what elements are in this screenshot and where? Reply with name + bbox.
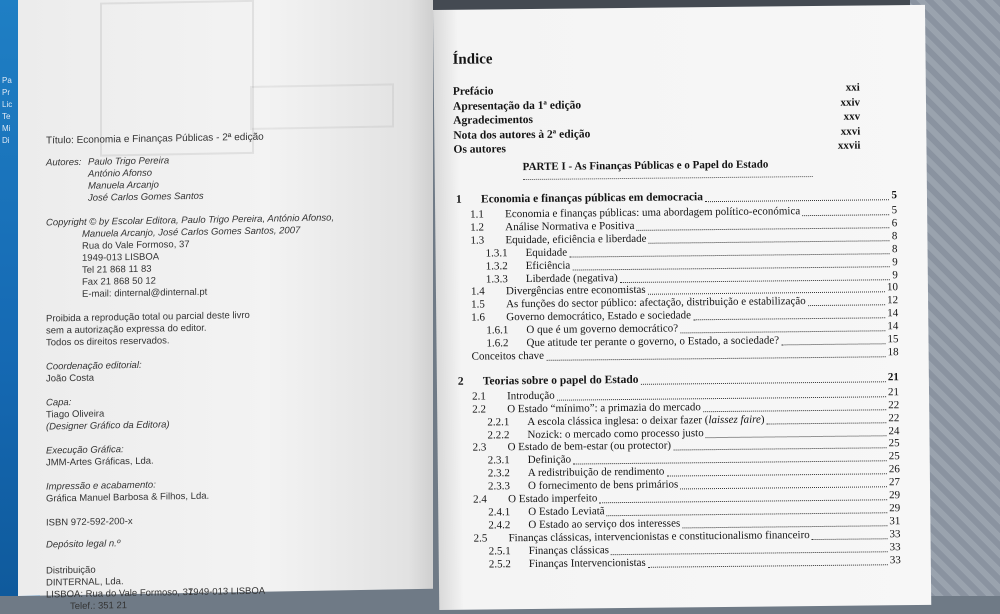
- toc-label: Finanças clássicas: [529, 544, 609, 557]
- toc-page: 6: [867, 217, 897, 229]
- leader-dots: [667, 473, 887, 476]
- toc-label: Economia e finanças públicas: uma abordagem político-económica: [505, 205, 800, 220]
- leader-dots: [572, 266, 890, 270]
- rights-line: Proibida a reprodução total ou parcial deste livro: [46, 310, 250, 326]
- toc-number: 2.1: [472, 390, 486, 402]
- toc-page: 10: [868, 282, 898, 294]
- distribution-postcode: 1949-013 LISBOA: [188, 586, 265, 599]
- distribution-phone: Telef.: 351 21: [70, 600, 127, 613]
- bleed-through-box: [250, 83, 394, 130]
- toc-page: 14: [868, 320, 898, 332]
- toc-page: 21: [869, 386, 899, 398]
- toc-page: 8: [867, 230, 897, 242]
- toc-number: 2.4.1: [488, 506, 510, 518]
- toc-label: A escola clássica inglesa: o deixar fazer (laissez faire): [527, 413, 764, 427]
- coordination-label: Coordenação editorial:: [46, 360, 142, 374]
- toc-page: 33: [870, 528, 900, 540]
- toc-page: 15: [868, 333, 898, 345]
- rights-line: Todos os direitos reservados.: [46, 335, 170, 349]
- leader-dots: [607, 512, 887, 516]
- toc-label: Finanças clássicas, intervencionistas e constitucionalismo financeiro: [508, 529, 809, 544]
- toc-number: 1.6.1: [486, 324, 508, 336]
- toc-label: O Estado “mínimo”: a primazia do mercado: [507, 401, 701, 415]
- toc-page: 8: [867, 243, 897, 255]
- part-title: PARTE I - As Finanças Públicas e o Papel do Estado: [523, 158, 769, 173]
- front-matter-label: Prefácio: [453, 82, 853, 98]
- leader-dots: [673, 448, 886, 451]
- side-text: Lic: [2, 100, 12, 109]
- leader-dots: [620, 279, 890, 283]
- toc-page: 5: [867, 189, 897, 201]
- toc-number: 2.3.3: [488, 480, 510, 492]
- toc-number: 1.5: [471, 299, 485, 311]
- front-matter-label: Os autores: [453, 140, 853, 156]
- toc-number: 2.2.1: [487, 416, 509, 428]
- toc-number: 1.3.1: [485, 247, 507, 259]
- side-text: Di: [2, 136, 10, 145]
- coordination-name: João Costa: [46, 373, 94, 386]
- toc-number: 1.4: [471, 286, 485, 298]
- toc-number: 1.3.3: [486, 273, 508, 285]
- front-matter-label: Agradecimentos: [453, 111, 853, 127]
- cover-designer-role: (Designer Gráfico da Editora): [46, 419, 170, 433]
- toc-number: 2.4: [473, 493, 487, 505]
- toc-number: 2.5.2: [489, 558, 511, 570]
- authors-label: Autores:: [46, 157, 81, 170]
- toc-label: As funções do sector público: afectação, distribuição e estabilização: [506, 295, 806, 310]
- author-name: António Afonso: [88, 168, 152, 181]
- toc-label: Equidade, eficiência e liberdade: [505, 233, 646, 246]
- leader-dots: [680, 486, 887, 489]
- toc-page: 18: [869, 346, 899, 358]
- legal-deposit: Depósito legal n.º: [46, 538, 120, 551]
- front-matter-page: xxvii: [830, 140, 860, 152]
- toc-label: Governo democrático, Estado e sociedade: [506, 310, 691, 324]
- toc-label: O Estado imperfeito: [508, 492, 597, 505]
- toc-page: 22: [869, 412, 899, 424]
- toc-label: Que atitude ter perante o governo, o Estado, a sociedade?: [526, 334, 779, 349]
- address-line: Rua do Vale Formoso, 37: [82, 239, 190, 253]
- toc-number: 2.2: [472, 403, 486, 415]
- colophon-page: [18, 0, 433, 596]
- toc-number: 2: [458, 375, 464, 387]
- distribution-name: DINTERNAL, Lda.: [46, 576, 124, 589]
- toc-number: 1.6.2: [486, 337, 508, 349]
- front-matter-label: Nota dos autores à 2ª edição: [453, 125, 853, 141]
- part-title-rule: [523, 176, 813, 180]
- toc-page: 24: [869, 425, 899, 437]
- leader-dots: [637, 227, 890, 231]
- toc-label: Finanças Intervencionistas: [529, 556, 646, 569]
- printing-label: Impressão e acabamento:: [46, 480, 156, 494]
- toc-label: Introdução: [507, 390, 555, 402]
- toc-label: Liberdade (negativa): [526, 272, 618, 285]
- toc-page: 33: [871, 541, 901, 553]
- rights-line: sem a autorização expressa do editor.: [46, 323, 207, 338]
- toc-number: 1.3.2: [486, 260, 508, 272]
- author-name: Manuela Arcanjo: [88, 180, 159, 193]
- leader-dots: [648, 292, 885, 295]
- address-line: 1949-013 LISBOA: [82, 252, 159, 265]
- toc-number: 2.2.2: [487, 429, 509, 441]
- leader-dots: [705, 199, 889, 202]
- toc-label: O Estado de bem-estar (ou protector): [508, 440, 672, 454]
- toc-page: 22: [869, 399, 899, 411]
- toc-label: O Estado ao serviço dos interesses: [528, 517, 680, 531]
- leader-dots: [599, 499, 887, 503]
- side-text: Pa: [2, 76, 12, 85]
- leader-dots: [680, 330, 885, 333]
- front-matter-label: Apresentação da 1ª edição: [453, 96, 853, 112]
- leader-dots: [641, 381, 886, 385]
- toc-page: 29: [870, 502, 900, 514]
- toc-number: 1.3: [470, 234, 484, 246]
- index-title: Índice: [452, 51, 492, 68]
- leader-dots: [546, 356, 885, 361]
- toc-number: 2.3.2: [488, 467, 510, 479]
- execution-name: JMM-Artes Gráficas, Lda.: [46, 456, 154, 470]
- toc-page: 27: [870, 476, 900, 488]
- index-page: [433, 5, 931, 610]
- toc-label: Análise Normativa e Positiva: [505, 220, 634, 233]
- cover-label: Capa:: [46, 397, 71, 409]
- toc-page: 9: [868, 256, 898, 268]
- toc-number: 2.5: [473, 532, 487, 544]
- leader-dots: [611, 551, 888, 555]
- book-title-line: Título: Economia e Finanças Públicas - 2ª edição: [46, 132, 264, 148]
- toc-page: 14: [868, 307, 898, 319]
- toc-page: 25: [870, 450, 900, 462]
- toc-page: 31: [870, 515, 900, 527]
- side-text: Mi: [2, 124, 10, 133]
- toc-number: 1.6: [471, 312, 485, 324]
- execution-label: Execução Gráfica:: [46, 444, 124, 457]
- cover-designer: Tiago Oliveira: [46, 408, 104, 421]
- author-name: José Carlos Gomes Santos: [88, 191, 204, 205]
- toc-page: 9: [868, 269, 898, 281]
- toc-label: O Estado Leviatã: [528, 505, 604, 518]
- address-line: Fax 21 868 50 12: [82, 276, 156, 289]
- toc-number: 1: [456, 194, 462, 206]
- address-line: E-mail: dinternal@dinternal.pt: [82, 287, 207, 301]
- side-text: Pr: [2, 88, 10, 97]
- printing-name: Gráfica Manuel Barbosa & Filhos, Lda.: [46, 491, 209, 506]
- toc-label: Eficiência: [526, 259, 571, 271]
- leader-dots: [557, 396, 886, 400]
- front-matter-page: xxiv: [830, 96, 860, 108]
- toc-label: O fornecimento de bens primários: [528, 479, 678, 493]
- front-matter-page: xxv: [830, 111, 860, 123]
- toc-number: 2.3: [473, 442, 487, 454]
- toc-page: 25: [870, 438, 900, 450]
- leader-dots: [682, 525, 887, 528]
- toc-label: Conceitos chave: [472, 350, 545, 363]
- toc-number: 2.4.2: [488, 519, 510, 531]
- toc-label: Nozick: o mercado como processo justo: [527, 427, 703, 441]
- leader-dots: [648, 564, 888, 568]
- toc-page: 33: [871, 554, 901, 566]
- distribution-address: LISBOA: Rua do Vale Formoso, 37: [46, 587, 193, 602]
- address-line: Tel 21 868 11 83: [82, 264, 152, 277]
- toc-label: Definição: [528, 454, 571, 466]
- leader-dots: [649, 240, 890, 244]
- isbn: ISBN 972-592-200-x: [46, 516, 133, 530]
- toc-number: 1.1: [470, 208, 484, 220]
- toc-label: Divergências entre economistas: [506, 284, 646, 297]
- author-name: Paulo Trigo Pereira: [88, 155, 169, 168]
- toc-label: Economia e finanças públicas em democracia: [481, 191, 703, 205]
- leader-dots: [573, 461, 886, 465]
- toc-page: 29: [870, 489, 900, 501]
- leader-dots: [569, 253, 890, 257]
- copyright-line: Copyright © by Escolar Editora, Paulo Trigo Pereira, António Afonso,: [46, 212, 334, 229]
- front-matter-page: xxvi: [830, 125, 860, 137]
- toc-label: Teorias sobre o papel do Estado: [483, 374, 639, 388]
- toc-page: 26: [870, 463, 900, 475]
- toc-label: A redistribuição de rendimento: [528, 466, 665, 479]
- toc-page: 12: [868, 294, 898, 306]
- front-matter-page: xxi: [830, 82, 860, 94]
- toc-number: 1.2: [470, 221, 484, 233]
- toc-label: Equidade: [525, 246, 567, 258]
- leader-dots: [693, 317, 885, 320]
- toc-number: 2.3.1: [488, 455, 510, 467]
- distribution-label: Distribuição: [46, 565, 96, 578]
- side-text: Te: [2, 112, 10, 121]
- toc-label: O que é um governo democrático?: [526, 323, 678, 337]
- leader-dots: [703, 409, 886, 412]
- toc-page: 5: [867, 204, 897, 216]
- toc-number: 2.5.1: [489, 545, 511, 557]
- toc-page: 21: [869, 371, 899, 383]
- copyright-line: Manuela Arcanjo, José Carlos Gomes Santos, 2007: [82, 225, 300, 241]
- leader-dots: [706, 435, 887, 438]
